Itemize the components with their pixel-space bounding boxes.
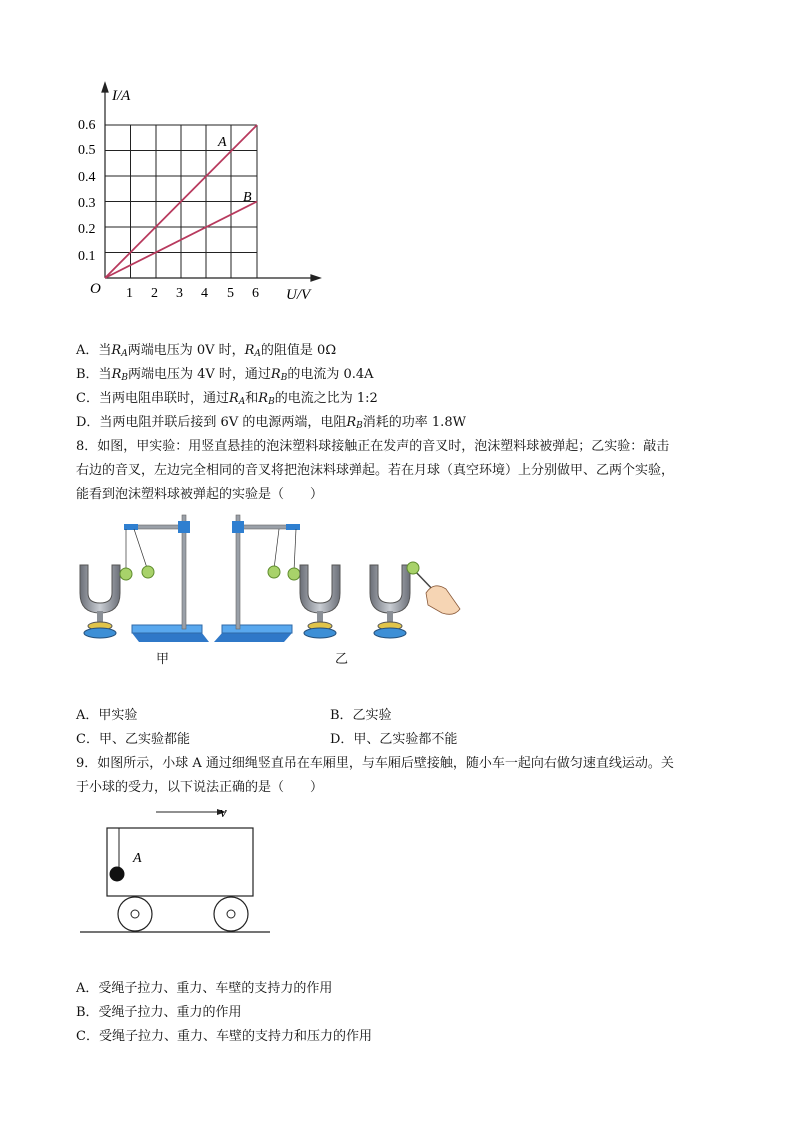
- tuning-fork-left: [80, 565, 120, 638]
- q7-option-d: D．当两电阻并联后接到 6V 的电源两端，电阻$R_B$消耗的功率 1.8W: [76, 415, 466, 431]
- q8-stem-line2: 右边的音叉，左边完全相同的音叉将把泡沫料球弹起。若在月球（真空环境）上分别做甲、乙两个实验，: [76, 463, 675, 478]
- q9-option-a: A．受绳子拉力、重力、车壁的支持力的作用: [76, 981, 333, 996]
- line-a-label: A: [218, 135, 227, 150]
- q7-option-b: B．当$R_B$两端电压为 4V 时，通过$R_B$的电流为 0.4A: [76, 367, 374, 383]
- velocity-label: v: [220, 805, 227, 821]
- y-tick: 0.1: [78, 249, 96, 264]
- y-tick: 0.5: [78, 143, 96, 158]
- q8-option-c: C．甲、乙实验都能: [76, 732, 190, 747]
- iu-graph: [70, 75, 340, 310]
- stand-right: [214, 515, 300, 642]
- y-tick: 0.3: [78, 196, 96, 211]
- wheel-left: [118, 897, 152, 931]
- q8-stem-line1: 8．如图，甲实验：用竖直悬挂的泡沫塑料球接触正在发声的音叉时，泡沫塑料球被弹起；乙实验：敲击: [76, 439, 670, 454]
- x-tick: 1: [126, 286, 133, 301]
- stand-left: [120, 515, 209, 642]
- q8-stem-line3: 能看到泡沫塑料球被弹起的实验是（ ）: [76, 487, 324, 502]
- q9-option-b: B．受绳子拉力、重力的作用: [76, 1005, 242, 1020]
- y-tick: 0.4: [78, 170, 96, 185]
- wheel-right: [214, 897, 248, 931]
- x-axis-label: U/V: [286, 287, 311, 303]
- q7-option-a: A．当$R_A$两端电压为 0V 时，$R_A$的阻值是 0Ω: [76, 343, 337, 359]
- tuning-fork-middle: [300, 565, 340, 638]
- y-tick: 0.2: [78, 222, 96, 237]
- x-tick: 5: [227, 286, 234, 301]
- q8-option-b: B．乙实验: [330, 708, 392, 723]
- x-tick: 6: [252, 286, 259, 301]
- label-yi: 乙: [335, 652, 349, 667]
- q8-option-d: D．甲、乙实验都不能: [330, 732, 458, 747]
- q8-option-a: A．甲实验: [76, 708, 138, 723]
- cart-body: [107, 828, 253, 896]
- line-b-label: B: [243, 190, 252, 205]
- x-tick: 3: [176, 286, 183, 301]
- q9-stem-line2: 于小球的受力，以下说法正确的是（ ）: [76, 780, 324, 795]
- tuning-fork-figure: [74, 505, 474, 650]
- q9-stem-line1: 9．如图所示，小球 A 通过细绳竖直吊在车厢里，与车厢后壁接触，随小车一起向右做匀速直线运动。关: [76, 756, 674, 771]
- y-axis-label: I/A: [112, 88, 131, 104]
- q7-option-c: C．当两电阻串联时，通过$R_A$和$R_B$的电流之比为 1:2: [76, 391, 378, 407]
- x-tick: 4: [201, 286, 208, 301]
- y-tick: 0.6: [78, 118, 96, 133]
- ball-a: [110, 867, 125, 882]
- tuning-fork-right: [370, 562, 460, 638]
- x-tick: 2: [151, 286, 158, 301]
- graph-axes: [102, 83, 320, 281]
- ball-label: A: [133, 851, 142, 866]
- label-jia: 甲: [156, 652, 170, 667]
- origin-label: O: [90, 281, 101, 297]
- q9-option-c: C．受绳子拉力、重力、车壁的支持力和压力的作用: [76, 1029, 372, 1044]
- cart-figure: [78, 800, 278, 940]
